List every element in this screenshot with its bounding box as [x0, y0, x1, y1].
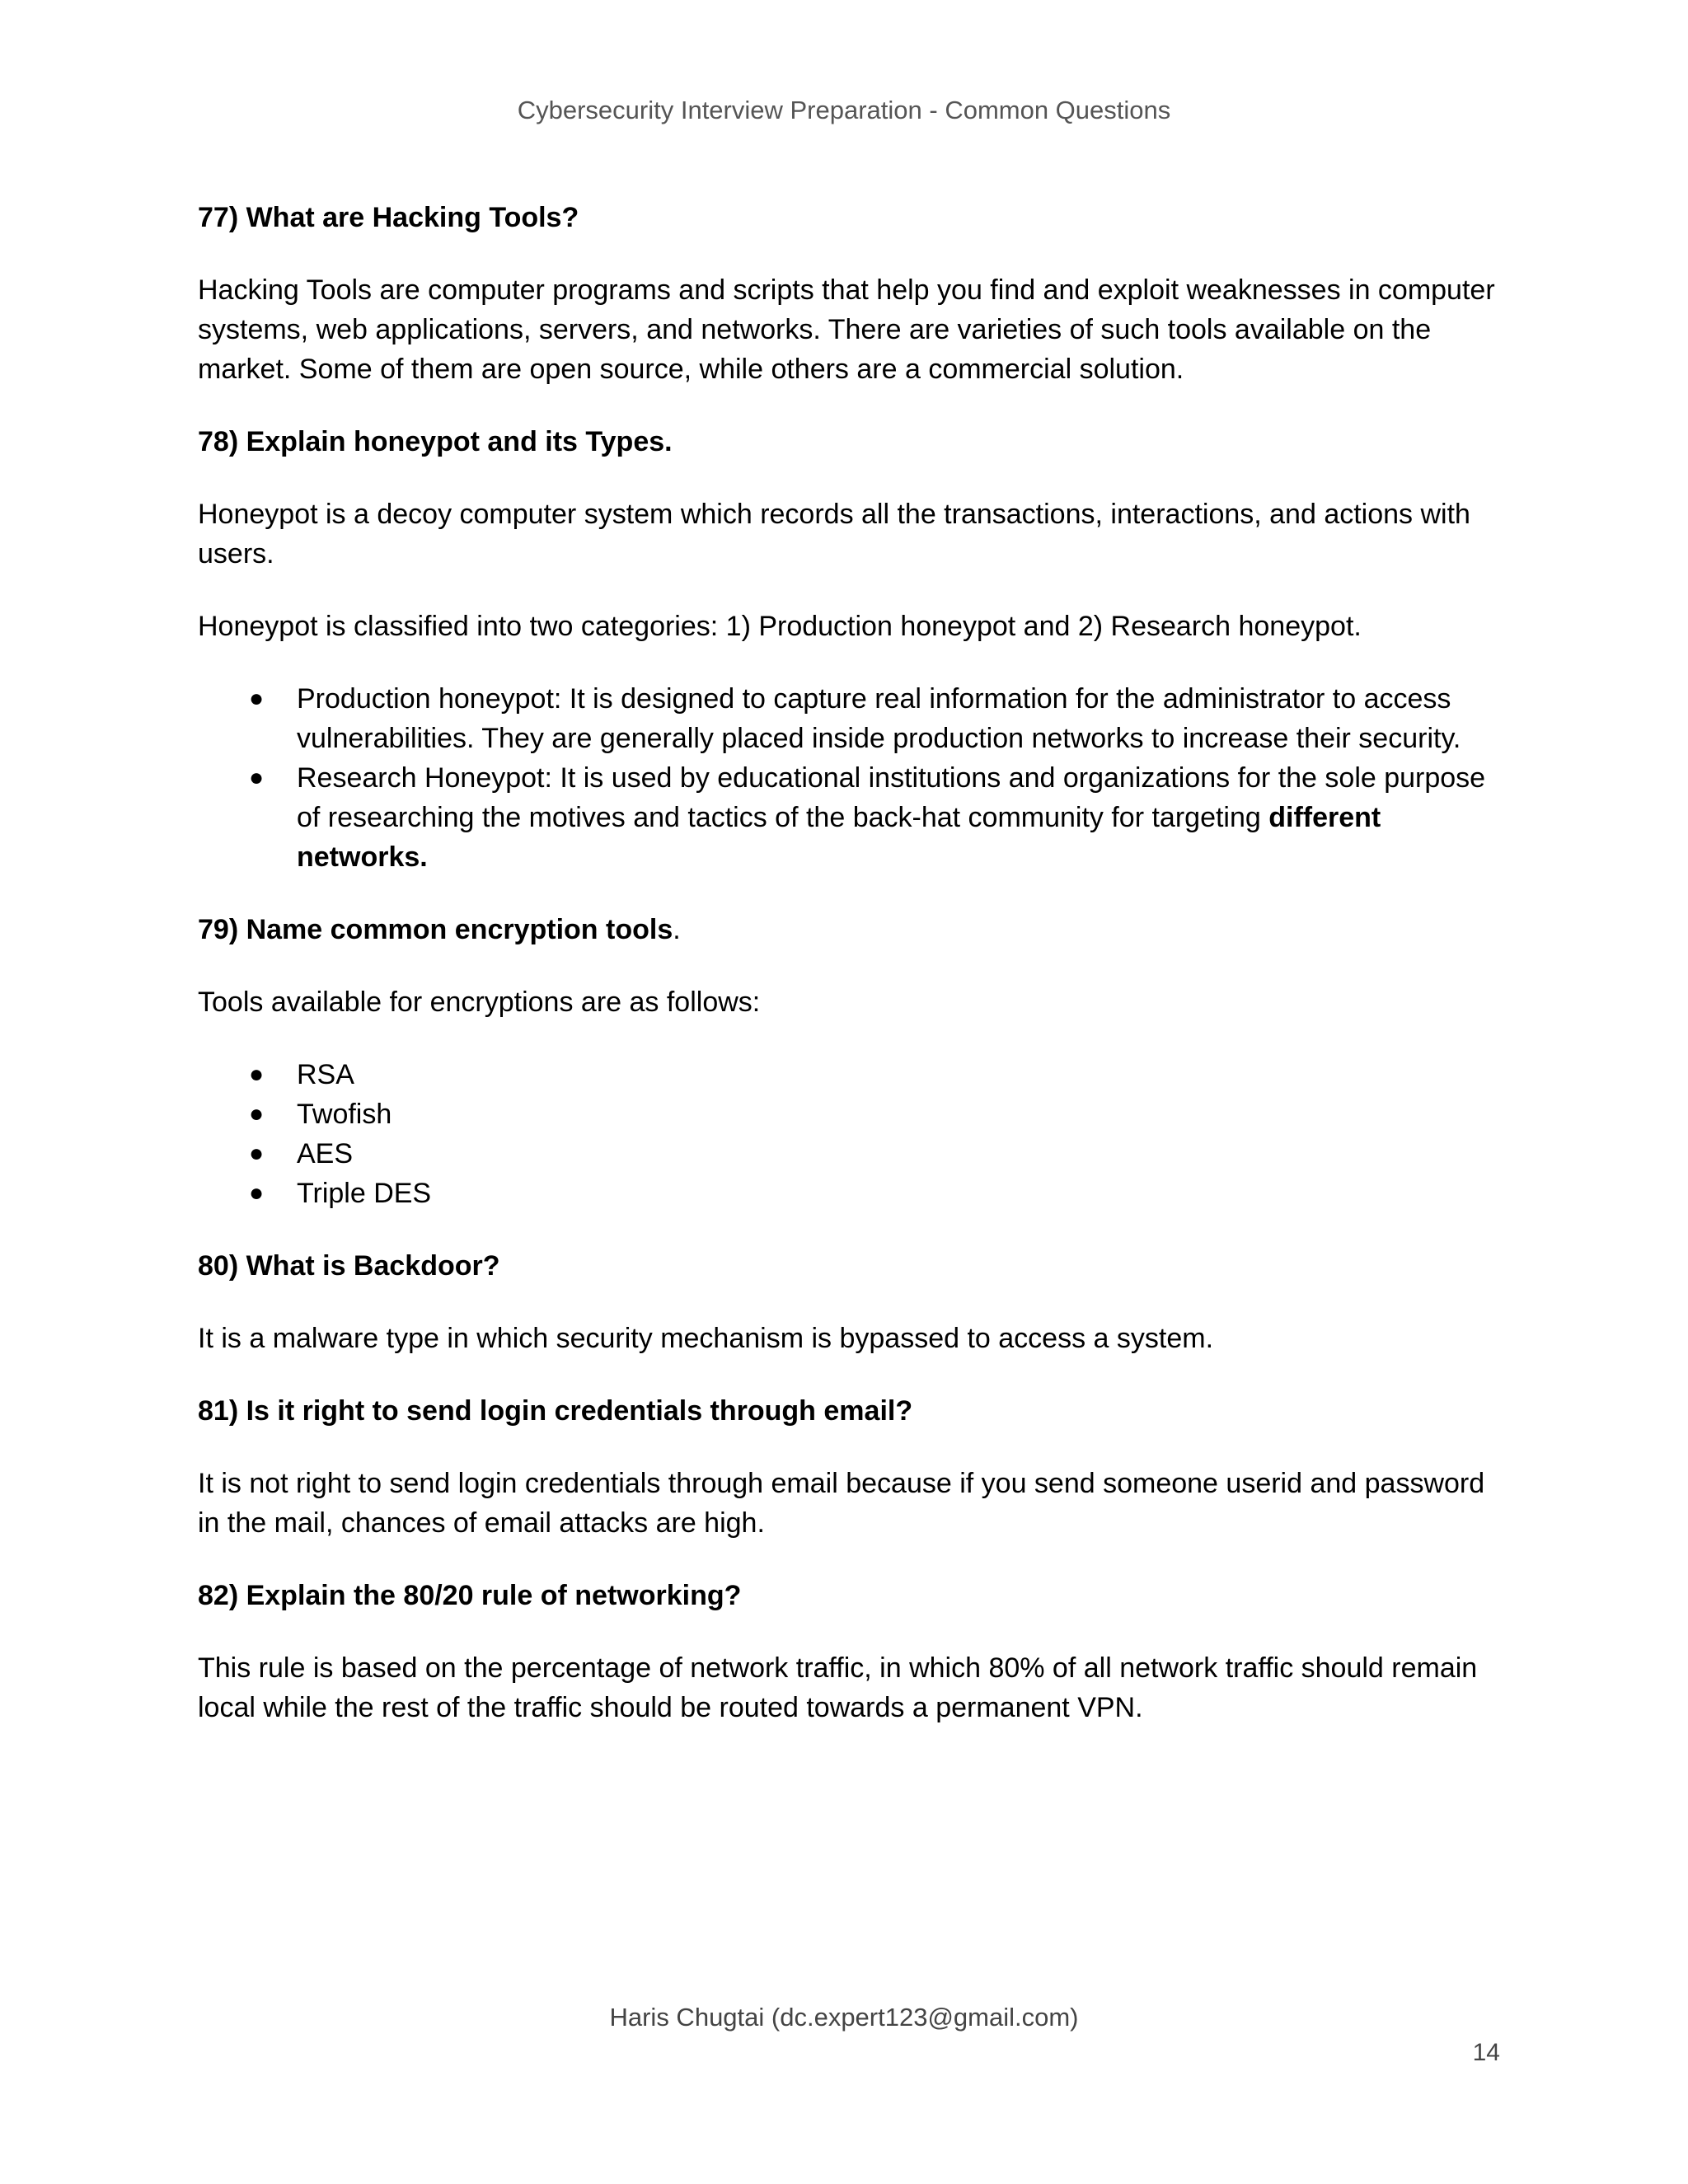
list-item-text: Production honeypot: It is designed to capture real information for the administrator to access vulnerabilities. They are generally placed inside production networks to increase their security. — [297, 683, 1461, 754]
question-79-text: 79) Name common encryption tools — [198, 914, 673, 945]
bullet-icon: ● — [249, 764, 265, 791]
list-item-bold-text: different networks. — [297, 802, 1381, 873]
document-body — [198, 198, 1500, 1760]
question-77-heading: 77) What are Hacking Tools? — [198, 202, 579, 233]
answer-79-paragraph: Tools available for encryptions are as follows: — [198, 987, 761, 1018]
page-header: Cybersecurity Interview Preparation - Common Questions — [517, 96, 1171, 124]
answer-81-paragraph: It is not right to send login credentials through email because if you send someone userid and password in the mail, chances of email attacks are high. — [198, 1468, 1485, 1539]
page-number: 14 — [1472, 2039, 1500, 2066]
question-78-heading: 78) Explain honeypot and its Types. — [198, 426, 673, 457]
bullet-icon: ● — [249, 1100, 265, 1127]
list-item — [249, 1134, 1500, 1174]
list-item-text: AES — [297, 1138, 354, 1169]
list-item — [249, 679, 1500, 758]
list-item — [249, 758, 1500, 877]
list-item-text: Triple DES — [297, 1178, 432, 1209]
list-item — [249, 1174, 1500, 1213]
bullet-icon: ● — [249, 1140, 265, 1167]
bullet-icon: ● — [249, 685, 265, 712]
encryption-tools-list — [198, 1055, 1500, 1213]
answer-80-paragraph: It is a malware type in which security mechanism is bypassed to access a system. — [198, 1323, 1214, 1354]
list-item-text: Research Honeypot: It is used by educational institutions and organizations for the sole purpose of researching the motives and tactics of the back-hat community for targeting — [297, 762, 1486, 833]
answer-82-paragraph: This rule is based on the percentage of network traffic, in which 80% of all network traffic should remain local while the rest of the traffic should be routed towards a permanent VPN. — [198, 1652, 1478, 1723]
bullet-icon: ● — [249, 1061, 265, 1088]
answer-77-paragraph: Hacking Tools are computer programs and scripts that help you find and exploit weaknesses in computer systems, web applications, servers, and networks. There are varieties of such tools available on the market. Some of them are open source, while others are a commercial solution. — [198, 274, 1495, 385]
page-footer: Haris Chugtai (dc.expert123@gmail.com) — [609, 2003, 1079, 2032]
question-81-heading: 81) Is it right to send login credentials through email? — [198, 1395, 913, 1427]
list-item — [249, 1055, 1500, 1094]
question-82-heading: 82) Explain the 80/20 rule of networking? — [198, 1580, 742, 1611]
list-item-text: RSA — [297, 1059, 354, 1090]
list-item-text: Twofish — [297, 1099, 392, 1130]
bullet-icon: ● — [249, 1179, 265, 1207]
question-79-period: . — [673, 914, 681, 945]
question-80-heading: 80) What is Backdoor? — [198, 1250, 500, 1282]
question-79-heading — [198, 910, 1500, 949]
answer-78-paragraph: Honeypot is a decoy computer system which records all the transactions, interactions, and actions with users. — [198, 499, 1470, 569]
answer-78-classification: Honeypot is classified into two categories: 1) Production honeypot and 2) Research honeypot. — [198, 611, 1362, 642]
list-item — [249, 1094, 1500, 1134]
honeypot-types-list — [198, 679, 1500, 877]
